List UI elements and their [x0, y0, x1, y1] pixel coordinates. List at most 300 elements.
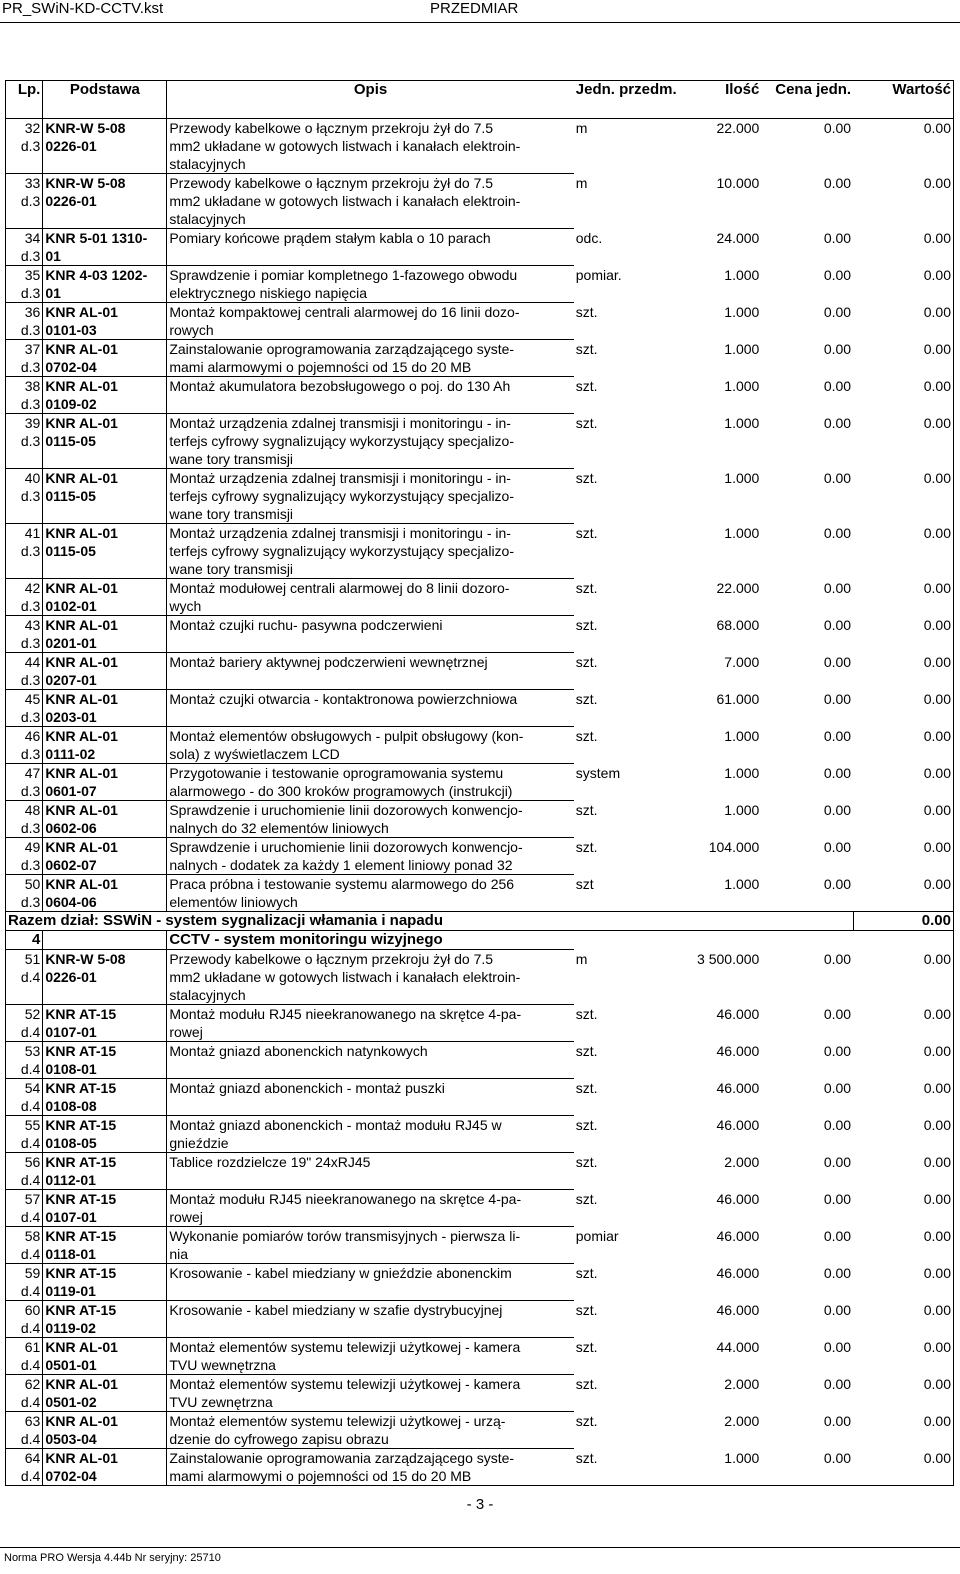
row-value: 0.00 [853, 524, 953, 579]
row-division: d.4 [20, 1246, 41, 1262]
row-basis-code: 0702-04 [45, 359, 97, 375]
row-basis [43, 690, 167, 727]
row-basis [43, 377, 167, 414]
row-lp: 38 [24, 378, 41, 394]
row-basis [43, 414, 167, 469]
row-division: d.3 [20, 820, 41, 836]
row-value: 0.00 [853, 764, 953, 801]
row-unit-price: 0.00 [823, 174, 852, 191]
row-value: 0.00 [853, 653, 953, 690]
row-unit: szt. [575, 1190, 598, 1207]
row-value: 0.00 [853, 119, 953, 174]
row-number [6, 1412, 43, 1449]
row-basis [43, 229, 167, 266]
row-lp: 44 [24, 654, 41, 670]
row-quantity: 46.000 [716, 1227, 760, 1244]
row-basis-code: 0109-02 [45, 396, 97, 412]
row-basis-code: 01 [45, 285, 61, 301]
row-description: Montaż gniazd abonenckich natynkowych [169, 1043, 428, 1059]
row-basis [43, 1301, 167, 1338]
row-description: Montaż akumulatora bezobsługowego o poj. do 130 Ah [169, 378, 511, 394]
row-basis [43, 801, 167, 838]
row-number [6, 838, 43, 875]
row-basis [43, 1449, 167, 1486]
row-basis-catalog: KNR AL-01 [45, 1450, 118, 1466]
row-value: 0.00 [853, 1375, 953, 1412]
row-lp: 58 [24, 1228, 41, 1244]
row-lp: 62 [24, 1376, 41, 1392]
row-value: 0.00 [853, 690, 953, 727]
row-description: Sprawdzenie i pomiar kompletnego 1-fazowego obwodu elektrycznego niskiego napięcia [169, 267, 518, 301]
row-quantity: 46.000 [716, 1079, 760, 1096]
row-basis-catalog: KNR AT-15 [45, 1228, 117, 1244]
row-unit: szt. [575, 579, 598, 596]
table-row [6, 469, 954, 524]
row-value: 0.00 [853, 579, 953, 616]
row-description: Przewody kabelkowe o łącznym przekroju żył do 7.5 mm2 układane w gotowych listwach i kanałach elektroin- stalacyjnych [169, 175, 521, 227]
row-lp: 45 [24, 691, 41, 707]
row-unit-price: 0.00 [823, 653, 852, 670]
col-header-wartosc: Wartość [853, 81, 953, 119]
row-basis-catalog: KNR AL-01 [45, 654, 118, 670]
page-number: - 3 - [466, 1496, 494, 1513]
row-number [6, 266, 43, 303]
row-basis [43, 1264, 167, 1301]
row-unit: szt. [575, 690, 598, 707]
row-value: 0.00 [853, 1005, 953, 1042]
section-heading-row [6, 931, 954, 950]
row-lp: 46 [24, 728, 41, 744]
row-number [6, 1449, 43, 1486]
row-basis-code: 0501-01 [45, 1357, 97, 1373]
row-number [6, 469, 43, 524]
row-division: d.4 [20, 969, 41, 985]
row-quantity: 68.000 [716, 616, 760, 633]
row-unit: szt. [575, 377, 598, 394]
row-division: d.3 [20, 783, 41, 799]
row-unit-price: 0.00 [823, 838, 852, 855]
row-quantity: 1.000 [724, 875, 760, 892]
row-division: d.4 [20, 1431, 41, 1447]
document-title: PRZEDMIAR [430, 0, 519, 17]
row-number [6, 1375, 43, 1412]
row-unit-price: 0.00 [761, 1449, 853, 1486]
row-quantity: 24.000 [716, 229, 760, 246]
col-header-ilosc: Ilość [643, 81, 761, 119]
row-basis [43, 653, 167, 690]
row-basis-catalog: KNR AL-01 [45, 378, 118, 394]
row-description: Montaż kompaktowej centrali alarmowej do 16 linii dozo- rowych [169, 304, 520, 338]
row-basis-code: 0226-01 [45, 193, 97, 209]
row-division: d.3 [20, 285, 41, 301]
row-basis-code: 0119-01 [45, 1283, 96, 1299]
row-quantity: 44.000 [716, 1338, 760, 1355]
row-number [6, 653, 43, 690]
row-division: d.4 [20, 1209, 41, 1225]
row-value: 0.00 [853, 1153, 953, 1190]
row-number [6, 174, 43, 229]
row-division: d.4 [20, 1357, 41, 1373]
col-header-jedn: Jedn. przedm. [574, 81, 644, 119]
table-body-sswin [6, 119, 954, 912]
row-value: 0.00 [853, 1338, 953, 1375]
row-number [6, 616, 43, 653]
row-lp: 49 [24, 839, 41, 855]
row-unit: odc. [575, 229, 603, 246]
row-description: Praca próbna i testowanie systemu alarmowego do 256 elementów liniowych [169, 876, 515, 910]
row-unit: szt. [575, 653, 598, 670]
row-quantity: 61.000 [716, 690, 760, 707]
table-row [6, 1005, 954, 1042]
table-row [6, 303, 954, 340]
table-row [6, 1264, 954, 1301]
row-unit: szt. [575, 469, 598, 486]
table-row [6, 1116, 954, 1153]
row-value: 0.00 [853, 414, 953, 469]
row-division: d.3 [20, 598, 41, 614]
row-quantity: 1.000 [724, 414, 760, 431]
row-value: 0.00 [853, 1190, 953, 1227]
row-number [6, 119, 43, 174]
row-number [6, 764, 43, 801]
row-unit: szt. [575, 1375, 598, 1392]
row-division: d.4 [20, 1320, 41, 1336]
section-title: CCTV - system monitoringu wizyjnego [167, 931, 853, 950]
row-division: d.4 [20, 1061, 41, 1077]
row-quantity: 3 500.000 [697, 950, 760, 967]
row-division: d.3 [20, 193, 41, 209]
row-lp: 60 [24, 1302, 41, 1318]
row-basis-catalog: KNR-W 5-08 [45, 951, 126, 967]
row-value: 0.00 [853, 266, 953, 303]
row-unit-price: 0.00 [823, 1301, 852, 1318]
row-lp: 35 [24, 267, 41, 283]
row-unit-price: 0.00 [823, 414, 852, 431]
row-basis-catalog: KNR AT-15 [45, 1302, 117, 1318]
row-basis [43, 303, 167, 340]
row-basis-code: 0107-01 [45, 1209, 97, 1225]
row-division: d.3 [20, 672, 41, 688]
row-basis [43, 1227, 167, 1264]
row-lp: 37 [24, 341, 41, 357]
row-basis-catalog: KNR AL-01 [45, 341, 118, 357]
col-header-lp: Lp. [6, 81, 43, 119]
row-value: 0.00 [853, 875, 953, 912]
row-basis-catalog: KNR AT-15 [45, 1006, 117, 1022]
row-unit-price: 0.00 [823, 266, 852, 283]
row-basis-catalog: KNR AT-15 [45, 1043, 117, 1059]
row-basis-code: 0115-05 [45, 488, 96, 504]
table-row [6, 1375, 954, 1412]
row-value: 0.00 [853, 1079, 953, 1116]
row-basis [43, 838, 167, 875]
row-unit: szt. [575, 1412, 598, 1429]
row-number [6, 377, 43, 414]
row-basis [43, 616, 167, 653]
row-quantity: 2.000 [724, 1153, 760, 1170]
row-basis-catalog: KNR AL-01 [45, 839, 118, 855]
row-basis-code: 0111-02 [45, 746, 96, 762]
row-number [6, 340, 43, 377]
row-division: d.4 [20, 1283, 41, 1299]
row-value: 0.00 [853, 1449, 953, 1486]
row-basis [43, 727, 167, 764]
row-description: Montaż urządzenia zdalnej transmisji i monitoringu - in- terfejs cyfrowy sygnalizujący wykorzystujący specjalizo- wane tory transmisji [169, 525, 515, 577]
row-description: Sprawdzenie i uruchomienie linii dozorowych konwencjo- nalnych - dodatek za każdy 1 element liniowy ponad 32 [169, 839, 523, 873]
table-row [6, 875, 954, 912]
row-value: 0.00 [853, 469, 953, 524]
row-basis-catalog: KNR 5-01 1310- [45, 230, 148, 246]
table-row [6, 801, 954, 838]
file-name: PR_SWiN-KD-CCTV.kst [2, 0, 164, 17]
row-number [6, 524, 43, 579]
table-row [6, 727, 954, 764]
row-division: d.3 [20, 359, 41, 375]
summary-label: Razem dział: SSWiN - system sygnalizacji włamania i napadu [6, 912, 854, 931]
row-lp: 39 [24, 415, 41, 431]
row-basis [43, 340, 167, 377]
row-basis-catalog: KNR AL-01 [45, 470, 118, 486]
row-description: Sprawdzenie i uruchomienie linii dozorowych konwencjo- nalnych do 32 elementów liniowych [169, 802, 523, 836]
row-lp: 34 [24, 230, 41, 246]
row-lp: 51 [24, 951, 41, 967]
row-division: d.3 [20, 488, 41, 504]
table-row [6, 616, 954, 653]
row-unit: szt. [575, 1116, 598, 1133]
row-value: 0.00 [853, 801, 953, 838]
row-basis-catalog: KNR AT-15 [45, 1265, 117, 1281]
row-description: Montaż urządzenia zdalnej transmisji i monitoringu - in- terfejs cyfrowy sygnalizujący wykorzystujący specjalizo- wane tory transmisji [169, 415, 515, 467]
row-basis [43, 1116, 167, 1153]
row-number [6, 1005, 43, 1042]
row-division: d.3 [20, 248, 41, 264]
row-unit: m [575, 950, 588, 967]
row-value: 0.00 [853, 174, 953, 229]
row-number [6, 875, 43, 912]
row-unit-price: 0.00 [823, 690, 852, 707]
row-quantity: 46.000 [716, 1042, 760, 1059]
row-division: d.4 [20, 1135, 41, 1151]
row-value: 0.00 [853, 1264, 953, 1301]
row-unit-price: 0.00 [823, 1079, 852, 1096]
row-value: 0.00 [853, 229, 953, 266]
row-division: d.4 [20, 1024, 41, 1040]
row-quantity: 1.000 [724, 377, 760, 394]
row-number [6, 414, 43, 469]
row-description: Montaż elementów obsługowych - pulpit obsługowy (kon- sola) z wyświetlaczem LCD [169, 728, 524, 762]
row-basis-code: 0602-06 [45, 820, 97, 836]
row-value: 0.00 [853, 838, 953, 875]
footer-divider [0, 1547, 960, 1548]
table-row [6, 266, 954, 303]
row-basis-catalog: KNR AT-15 [45, 1191, 117, 1207]
row-lp: 48 [24, 802, 41, 818]
row-basis-code: 0604-06 [45, 894, 97, 910]
row-description: Krosowanie - kabel miedziany w szafie dystrybucyjnej [169, 1302, 503, 1318]
row-lp: 54 [24, 1080, 41, 1096]
row-division: d.3 [20, 543, 41, 559]
row-value: 0.00 [853, 727, 953, 764]
row-division: d.3 [20, 635, 41, 651]
row-unit-price: 0.00 [823, 340, 852, 357]
row-number [6, 1338, 43, 1375]
row-quantity: 2.000 [724, 1375, 760, 1392]
row-division: d.3 [20, 746, 41, 762]
row-quantity: 1.000 [724, 727, 760, 744]
table-row [6, 950, 954, 1005]
row-number [6, 579, 43, 616]
row-unit: szt. [575, 1153, 598, 1170]
row-number [6, 1301, 43, 1338]
row-description: Montaż modułowej centrali alarmowej do 8 linii dozoro- wych [169, 580, 510, 614]
row-basis-code: 0119-02 [45, 1320, 96, 1336]
row-basis-catalog: KNR-W 5-08 [45, 175, 126, 191]
table-row [6, 414, 954, 469]
row-unit-price: 0.00 [823, 1412, 852, 1429]
row-division: d.3 [20, 396, 41, 412]
row-basis-catalog: KNR AL-01 [45, 580, 118, 596]
row-description: Montaż gniazd abonenckich - montaż puszki [169, 1080, 445, 1096]
row-value: 0.00 [853, 950, 953, 1005]
table-row [6, 653, 954, 690]
row-unit: pomiar [575, 1227, 619, 1244]
table-row [6, 1412, 954, 1449]
table-row [6, 690, 954, 727]
row-basis-catalog: KNR AL-01 [45, 304, 118, 320]
row-unit: szt. [574, 1449, 644, 1486]
cost-table [5, 80, 954, 1486]
table-row [6, 377, 954, 414]
section-summary-row [6, 912, 954, 931]
row-basis-catalog: KNR AL-01 [45, 415, 118, 431]
row-division: d.4 [20, 1468, 41, 1484]
row-basis-code: 0102-01 [45, 598, 97, 614]
row-unit-price: 0.00 [823, 1375, 852, 1392]
row-unit-price: 0.00 [823, 727, 852, 744]
row-basis-catalog: KNR AL-01 [45, 1413, 118, 1429]
row-number [6, 1079, 43, 1116]
row-unit: szt [575, 875, 594, 892]
row-basis-catalog: KNR AL-01 [45, 1339, 118, 1355]
table-row [6, 764, 954, 801]
row-basis [43, 1079, 167, 1116]
row-unit: szt. [575, 1005, 598, 1022]
row-division: d.4 [20, 1098, 41, 1114]
row-basis-catalog: KNR AL-01 [45, 525, 118, 541]
row-description: Montaż modułu RJ45 nieekranowanego na skrętce 4-pa- rowej [169, 1191, 522, 1225]
row-lp: 47 [24, 765, 41, 781]
row-unit: szt. [575, 1301, 598, 1318]
row-unit-price: 0.00 [823, 303, 852, 320]
row-basis-code: 0601-07 [45, 783, 97, 799]
row-unit: szt. [575, 524, 598, 541]
table-row [6, 229, 954, 266]
row-description: Montaż modułu RJ45 nieekranowanego na skrętce 4-pa- rowej [169, 1006, 522, 1040]
row-basis-code: 0501-02 [45, 1394, 97, 1410]
row-basis-code: 01 [45, 248, 61, 264]
table-row [6, 1079, 954, 1116]
row-basis-code: 0118-01 [45, 1246, 96, 1262]
row-basis [43, 1042, 167, 1079]
row-quantity: 1.000 [724, 469, 760, 486]
row-basis-code: 0207-01 [45, 672, 97, 688]
table-row [6, 1227, 954, 1264]
table-row [6, 119, 954, 174]
row-lp: 41 [24, 525, 41, 541]
row-basis-catalog: KNR AL-01 [45, 728, 118, 744]
row-unit: m [575, 120, 588, 136]
row-unit-price: 0.00 [823, 1153, 852, 1170]
row-lp: 61 [24, 1339, 41, 1355]
row-value: 0.00 [853, 340, 953, 377]
row-number [6, 1042, 43, 1079]
row-description: Krosowanie - kabel miedziany w gnieździe abonenckim [169, 1265, 512, 1281]
row-description: Tablice rozdzielcze 19" 24xRJ45 [169, 1154, 371, 1170]
row-value: 0.00 [853, 377, 953, 414]
row-basis [43, 764, 167, 801]
row-lp: 57 [24, 1191, 41, 1207]
row-unit: szt. [575, 616, 598, 633]
row-basis [43, 469, 167, 524]
row-lp: 33 [24, 175, 41, 191]
row-basis-code: 0702-04 [45, 1468, 97, 1484]
row-basis-catalog: KNR AL-01 [45, 617, 118, 633]
row-unit: system [575, 764, 621, 781]
row-basis-code: 0108-05 [45, 1135, 97, 1151]
row-unit: szt. [575, 801, 598, 818]
row-basis-code: 0226-01 [45, 138, 97, 154]
row-basis-catalog: KNR AL-01 [45, 802, 118, 818]
row-number [6, 690, 43, 727]
row-division: d.3 [20, 138, 41, 154]
row-basis [43, 174, 167, 229]
row-value: 0.00 [853, 1116, 953, 1153]
row-basis-code: 0226-01 [45, 969, 97, 985]
col-header-cena: Cena jedn. [761, 81, 853, 119]
table-row [6, 1190, 954, 1227]
row-basis-code: 0503-04 [45, 1431, 97, 1447]
table-row [6, 838, 954, 875]
row-unit-price: 0.00 [823, 801, 852, 818]
row-unit-price: 0.00 [823, 1116, 852, 1133]
summary-value: 0.00 [853, 912, 953, 931]
row-basis [43, 119, 167, 174]
row-description: Zainstalowanie oprogramowania zarządzającego syste- mami alarmowymi o pojemności od 15 do 20 MB [169, 341, 515, 375]
row-value: 0.00 [853, 1301, 953, 1338]
row-unit-price: 0.00 [823, 1264, 852, 1281]
row-quantity: 46.000 [716, 1116, 760, 1133]
row-basis [43, 1412, 167, 1449]
row-lp: 56 [24, 1154, 41, 1170]
table-row [6, 579, 954, 616]
row-description: Montaż czujki otwarcia - kontaktronowa powierzchniowa [169, 691, 518, 707]
row-quantity: 1.000 [724, 524, 760, 541]
row-unit-price: 0.00 [823, 579, 852, 596]
row-quantity: 1.000 [643, 1449, 761, 1486]
row-lp: 55 [24, 1117, 41, 1133]
row-lp: 52 [24, 1006, 41, 1022]
row-lp: 42 [24, 580, 41, 596]
row-number [6, 1116, 43, 1153]
col-header-opis: Opis [167, 81, 574, 119]
row-description: Montaż elementów systemu telewizji użytkowej - kamera TVU zewnętrzna [169, 1376, 521, 1410]
row-division: d.3 [20, 322, 41, 338]
row-basis-code: 0108-01 [45, 1061, 97, 1077]
row-basis-code: 0107-01 [45, 1024, 97, 1040]
table-body-cctv [6, 950, 954, 1486]
row-unit-price: 0.00 [823, 950, 852, 967]
row-number [6, 1153, 43, 1190]
